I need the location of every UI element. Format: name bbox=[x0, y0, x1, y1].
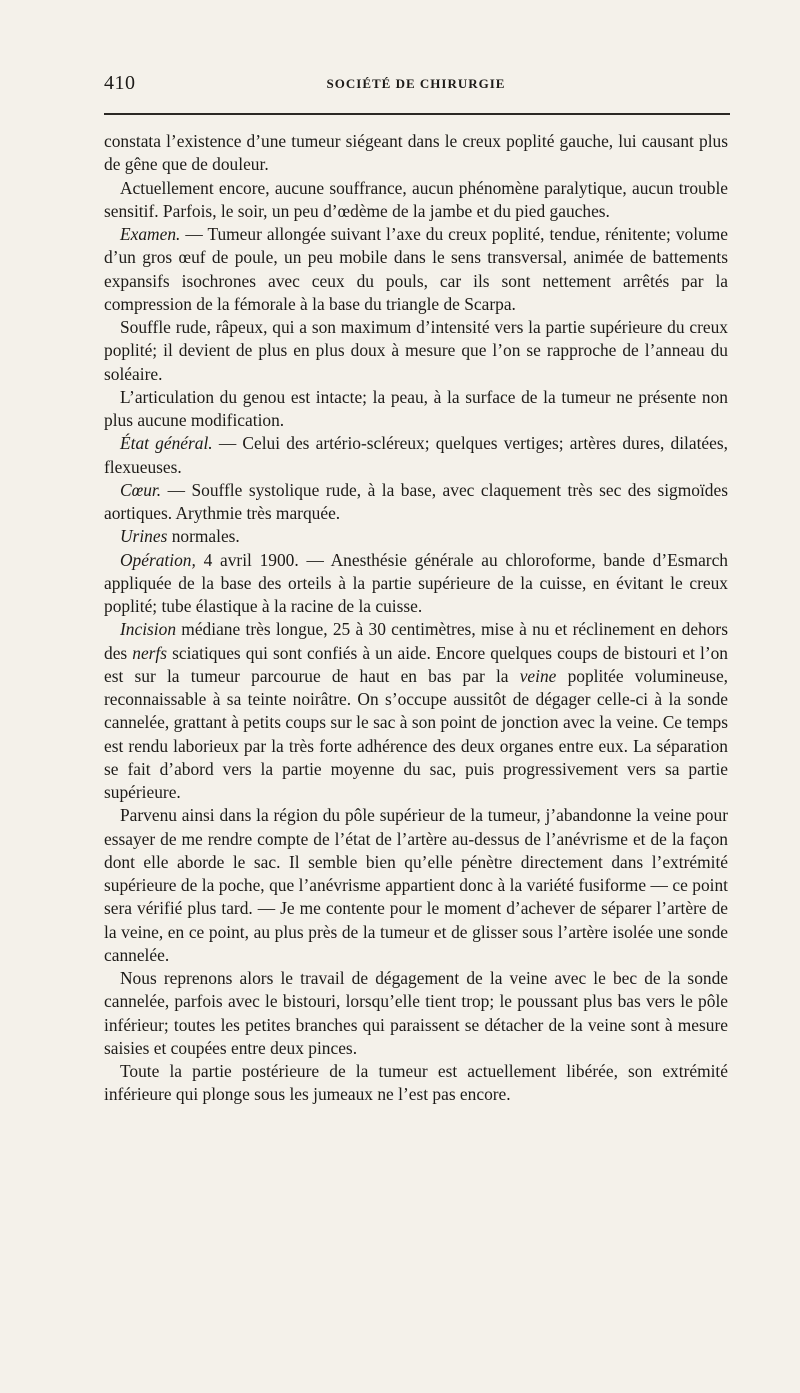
paragraph bbox=[104, 525, 728, 548]
paragraph-text: poplitée volumineuse, reconnaissable à sa teinte noirâtre. On s’occupe aussitôt de dégager celle-ci à la sonde cannelée, grattant à petits coups sur le sac à son point de jonction avec la veine. Ce temps est rendu laborieux par la très forte adhérence des deux organes entre eux. La séparation se fait d’abord vers la partie moyenne du sac, puis progressivement vers sa partie supérieure. bbox=[104, 665, 729, 802]
running-head bbox=[104, 72, 728, 98]
paragraph-lead: Opération, bbox=[120, 549, 196, 570]
paragraph bbox=[104, 223, 728, 316]
paragraph-lead: Incision bbox=[120, 619, 177, 640]
paragraph-text: — Souffle systolique rude, à la base, avec claquement très sec des sigmoïdes aortiques. Arythmie très marquée. bbox=[104, 479, 728, 523]
paragraph-text: L’articulation du genou est intacte; la peau, à la surface de la tumeur ne présente non plus aucune modification. bbox=[104, 386, 728, 430]
paragraph-text: Toute la partie postérieure de la tumeur est actuellement libérée, son extrémité inférieure qui plonge sous les jumeaux ne l’est pas encore. bbox=[104, 1061, 728, 1105]
running-title: SOCIÉTÉ DE CHIRURGIE bbox=[326, 76, 506, 91]
paragraph-text: constata l’existence d’une tumeur siégeant dans le creux poplité gauche, lui causant plus de gêne que de douleur. bbox=[104, 131, 728, 175]
paragraph-lead: Cœur. bbox=[120, 479, 162, 500]
paragraph-text: sciatiques qui sont confiés à un aide. Encore quelques coups de bistouri et l’on est sur la tumeur parcourue de haut en bas par la bbox=[104, 642, 728, 686]
paragraph-lead: État général. bbox=[120, 433, 213, 454]
paragraph bbox=[104, 432, 728, 479]
paragraph bbox=[104, 316, 728, 386]
paragraph bbox=[104, 386, 728, 433]
paragraph-text: — Celui des artério-scléreux; quelques vertiges; artères dures, dilatées, flexueuses. bbox=[104, 433, 728, 477]
paragraph-text: médiane très longue, 25 à 30 centimètres, mise à nu et réclinement en dehors des bbox=[104, 619, 728, 663]
paragraph-text: normales. bbox=[167, 526, 240, 547]
paragraph-text: Nous reprenons alors le travail de dégagement de la veine avec le bec de la sonde cannelée, parfois avec le bistouri, lorsqu’elle tient trop; le poussant plus bas vers le pôle inférieur; toutes les petites branches qui paraissent se détacher de la veine sont à mesure saisies et coupées entre deux pinces. bbox=[104, 968, 728, 1058]
paragraph-lead: Examen. bbox=[120, 224, 181, 244]
paragraph-emphasis: veine bbox=[519, 665, 557, 686]
header-rule bbox=[104, 113, 730, 115]
page-number: 410 bbox=[104, 72, 136, 94]
paragraph-text: — Tumeur allongée suivant l’axe du creux poplité, tendue, rénitente; volume d’un gros œuf de poule, un peu mobile dans le sens transversal, animée de battements expansifs isochrones avec ceux du pouls, car ils sont nettement arrêtés par la compression de la fémorale à la base du triangle de Scarpa. bbox=[104, 224, 728, 314]
paragraph bbox=[104, 177, 728, 224]
paragraph bbox=[104, 1060, 728, 1107]
paragraph bbox=[104, 479, 728, 526]
paragraph bbox=[104, 549, 728, 619]
paragraph bbox=[104, 130, 728, 177]
paragraph bbox=[104, 804, 728, 967]
paragraph-lead: Urines bbox=[120, 526, 168, 547]
paragraph bbox=[104, 618, 728, 804]
paragraph-emphasis: nerfs bbox=[132, 642, 168, 663]
paragraph-text: Souffle rude, râpeux, qui a son maximum d’intensité vers la partie supérieure du creux poplité; il devient de plus en plus doux à mesure que l’on se rapproche de l’anneau du soléaire. bbox=[104, 317, 728, 384]
body-text bbox=[104, 130, 728, 1107]
paragraph-text: Actuellement encore, aucune souffrance, aucun phénomène paralytique, aucun trouble sensitif. Parfois, le soir, un peu d’œdème de la jambe et du pied gauches. bbox=[104, 177, 728, 221]
paragraph-text: 4 avril 1900. — Anesthésie générale au chloroforme, bande d’Esmarch appliquée de la base des orteils à la partie supérieure de la cuisse, en évitant le creux poplité; tube élastique à la racine de la cuisse. bbox=[104, 549, 728, 616]
paragraph bbox=[104, 967, 728, 1060]
paragraph-text: Parvenu ainsi dans la région du pôle supérieur de la tumeur, j’abandonne la veine pour essayer de me rendre compte de l’état de l’artère au-dessus de l’anévrisme et de la façon dont elle aborde le sac. Il semble bien qu’elle pénètre directement dans l’extrémité supérieure de la poche, que l’anévrisme appartient donc à la variété fusiforme — ce point sera vérifié plus tard. — Je me contente pour le moment d’achever de séparer l’artère de la veine, en ce point, au plus près de la tumeur et de glisser sous l’artère isolée une sonde cannelée. bbox=[104, 805, 728, 965]
